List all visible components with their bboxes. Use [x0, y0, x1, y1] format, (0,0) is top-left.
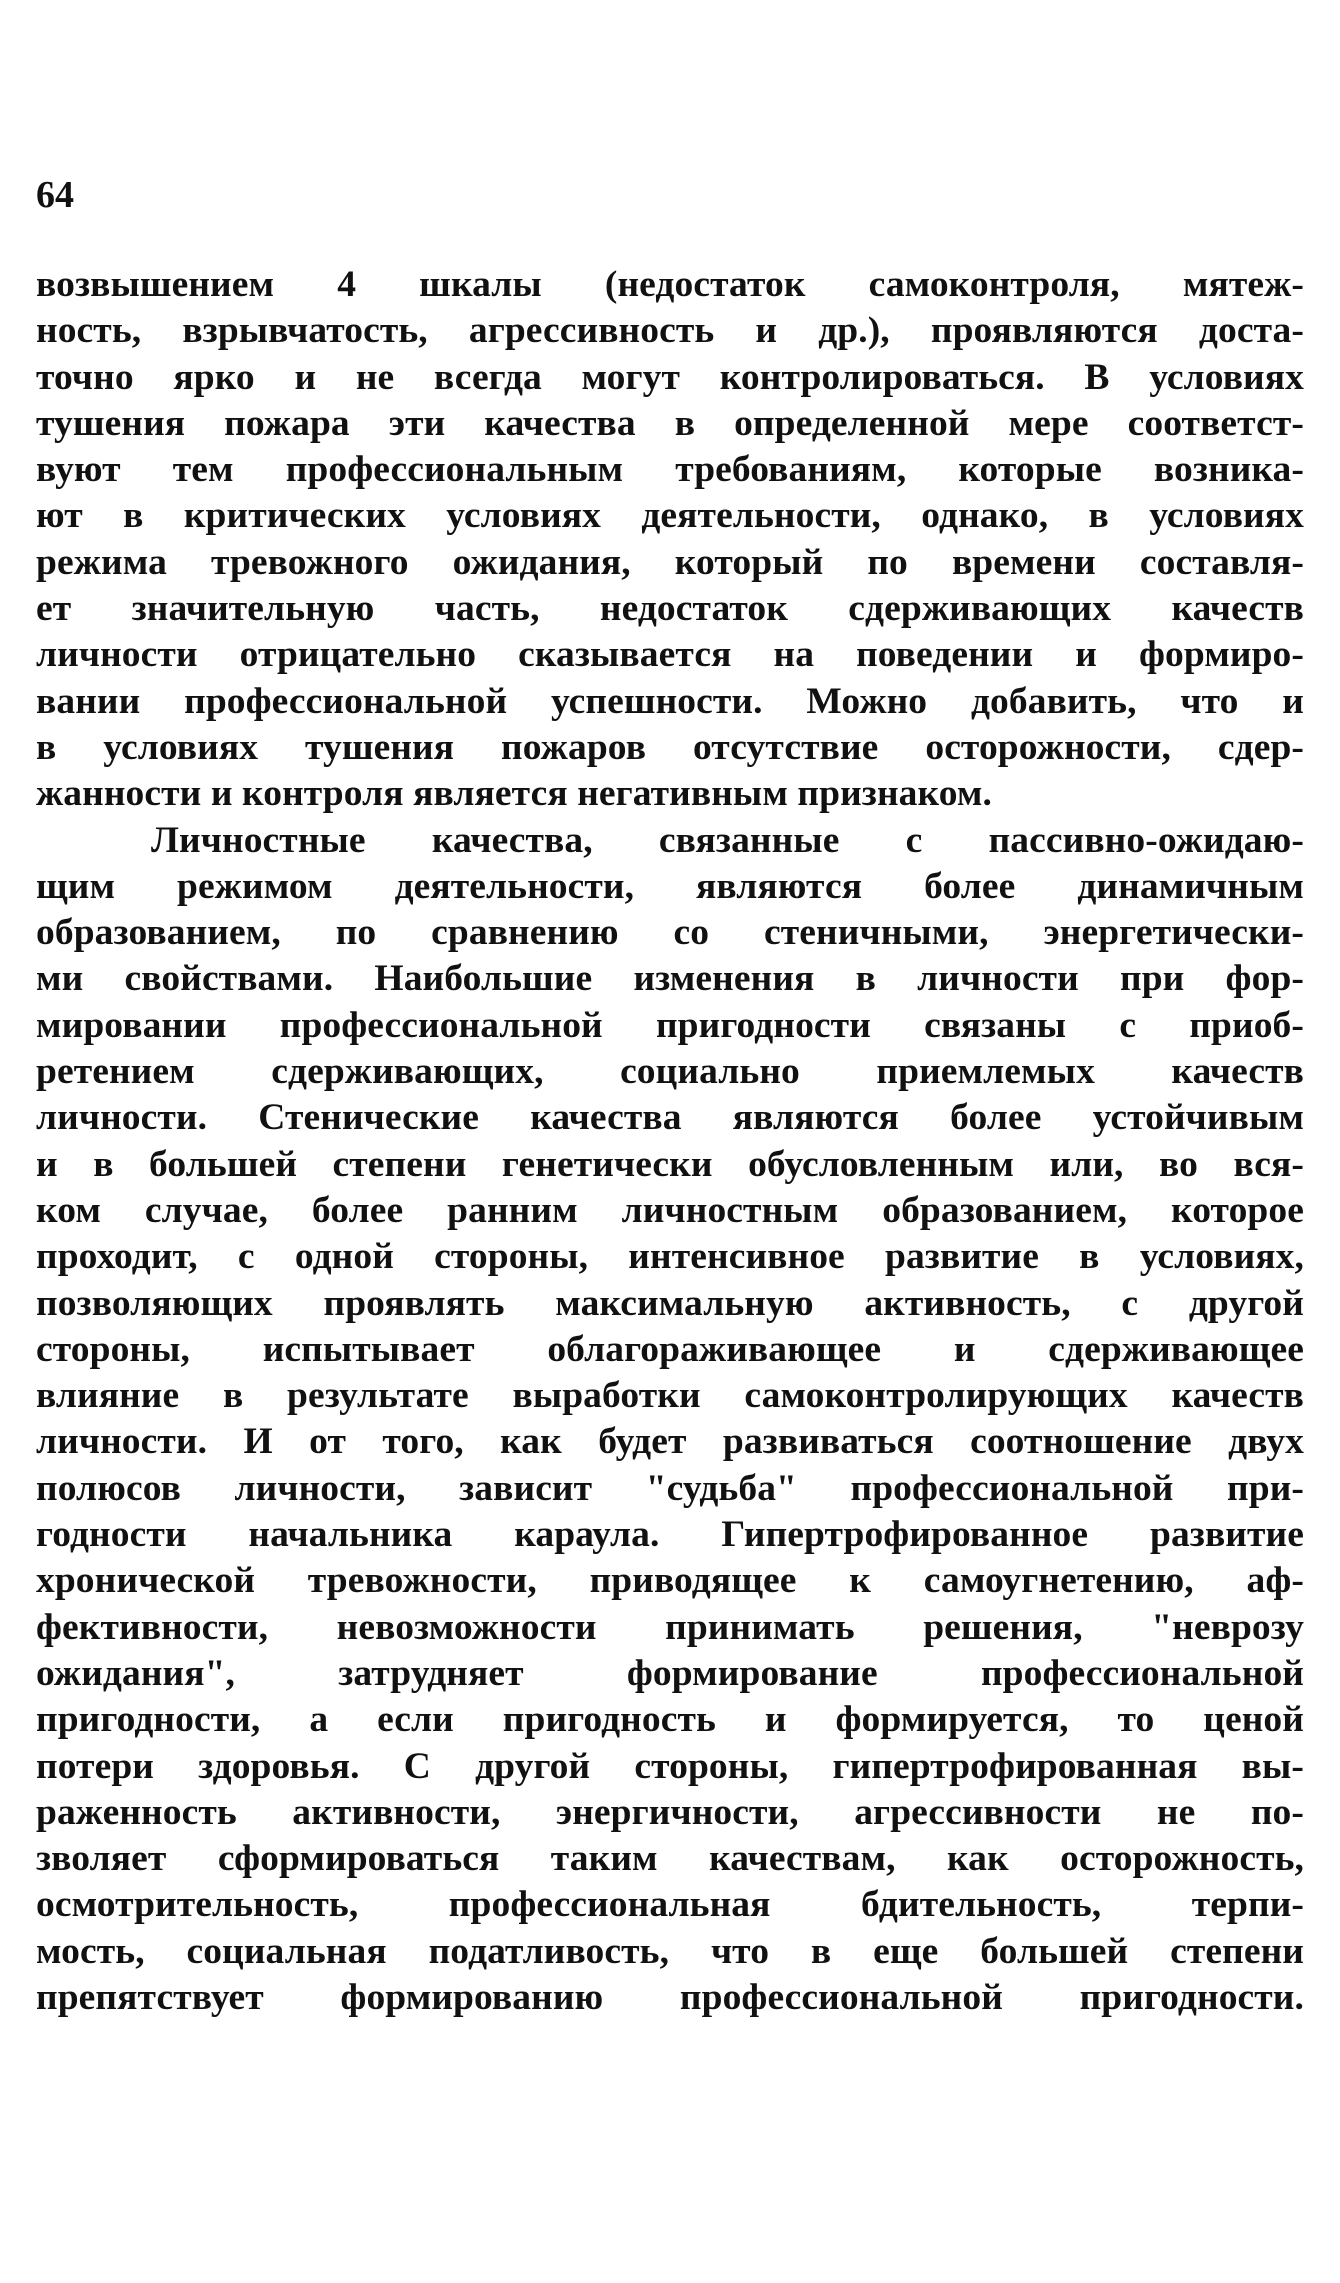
text-line: стороны, испытывает облагораживающее и сдерживающее — [36, 1328, 1304, 1370]
text-line: зволяет сформироваться таким качествам, как осторожность, — [36, 1838, 1304, 1880]
text-line: мость, социальная податливость, что в еще большей степени — [36, 1930, 1304, 1972]
text-line: вании профессиональной успешности. Можно добавить, что и — [36, 680, 1304, 722]
text-line: жанности и контроля является негативным признаком. — [36, 773, 992, 815]
text-line: потери здоровья. С другой стороны, гипертрофированная вы- — [36, 1745, 1304, 1787]
text-line: ют в критических условиях деятельности, однако, в условиях — [36, 495, 1304, 537]
text-line: личности. Стенические качества являются более устойчивым — [36, 1097, 1304, 1139]
text-line: вуют тем профессиональным требованиям, которые возника- — [36, 449, 1304, 491]
text-line: ком случае, более ранним личностным образованием, которое — [36, 1189, 1304, 1231]
text-line: пригодности, а если пригодность и формируется, то ценой — [36, 1699, 1304, 1741]
text-line: ность, взрывчатость, агрессивность и др.), проявляются доста- — [36, 310, 1304, 352]
text-line: фективности, невозможности принимать решения, "неврозу — [36, 1606, 1304, 1648]
text-line: осмотрительность, профессиональная бдительность, терпи- — [36, 1884, 1304, 1926]
body-text — [36, 262, 1304, 2021]
paragraph-2 — [36, 818, 1304, 2022]
text-line: проходит, с одной стороны, интенсивное развитие в условиях, — [36, 1236, 1304, 1278]
text-line: щим режимом деятельности, являются более динамичным — [36, 865, 1304, 907]
text-line: ретением сдерживающих, социально приемлемых качеств — [36, 1051, 1304, 1093]
text-line: ет значительную часть, недостаток сдерживающих качеств — [36, 588, 1304, 630]
text-line: раженность активности, энергичности, агрессивности не по- — [36, 1791, 1304, 1833]
text-line: мировании профессиональной пригодности связаны с приоб- — [36, 1004, 1304, 1046]
text-line: личности. И от того, как будет развиваться соотношение двух — [36, 1421, 1304, 1463]
text-line: ми свойствами. Наибольшие изменения в личности при фор- — [36, 958, 1304, 1000]
text-line: возвышением 4 шкалы (недостаток самоконтроля, мятеж- — [36, 264, 1304, 305]
text-line: препятствует формированию профессиональной пригодности. — [36, 1976, 1304, 2018]
text-line: режима тревожного ожидания, который по времени составля- — [36, 541, 1304, 583]
text-line: полюсов личности, зависит "судьба" профессиональной при- — [36, 1467, 1304, 1509]
text-line: хронической тревожности, приводящее к самоугнетению, аф- — [36, 1560, 1304, 1602]
text-line: Личностные качества, связанные с пассивно-ожидаю- — [151, 819, 1304, 861]
text-line: позволяющих проявлять максимальную активность, с другой — [36, 1282, 1304, 1324]
text-line: годности начальника караула. Гипертрофированное развитие — [36, 1514, 1304, 1556]
text-line: точно ярко и не всегда могут контролироваться. В условиях — [36, 356, 1304, 398]
text-line: в условиях тушения пожаров отсутствие осторожности, сдер- — [36, 726, 1304, 768]
page-number: 64 — [36, 174, 74, 216]
text-line: тушения пожара эти качества в определенной мере соответст- — [36, 402, 1304, 444]
text-line: влияние в результате выработки самоконтролирующих качеств — [36, 1375, 1304, 1417]
text-line: личности отрицательно сказывается на поведении и формиро- — [36, 634, 1304, 676]
text-line: ожидания", затрудняет формирование профессиональной — [36, 1652, 1304, 1694]
text-line: образованием, по сравнению со стеничными, энергетически- — [36, 912, 1304, 954]
text-line: и в большей степени генетически обусловленным или, во вся- — [36, 1143, 1304, 1185]
paragraph-1 — [36, 262, 1304, 818]
